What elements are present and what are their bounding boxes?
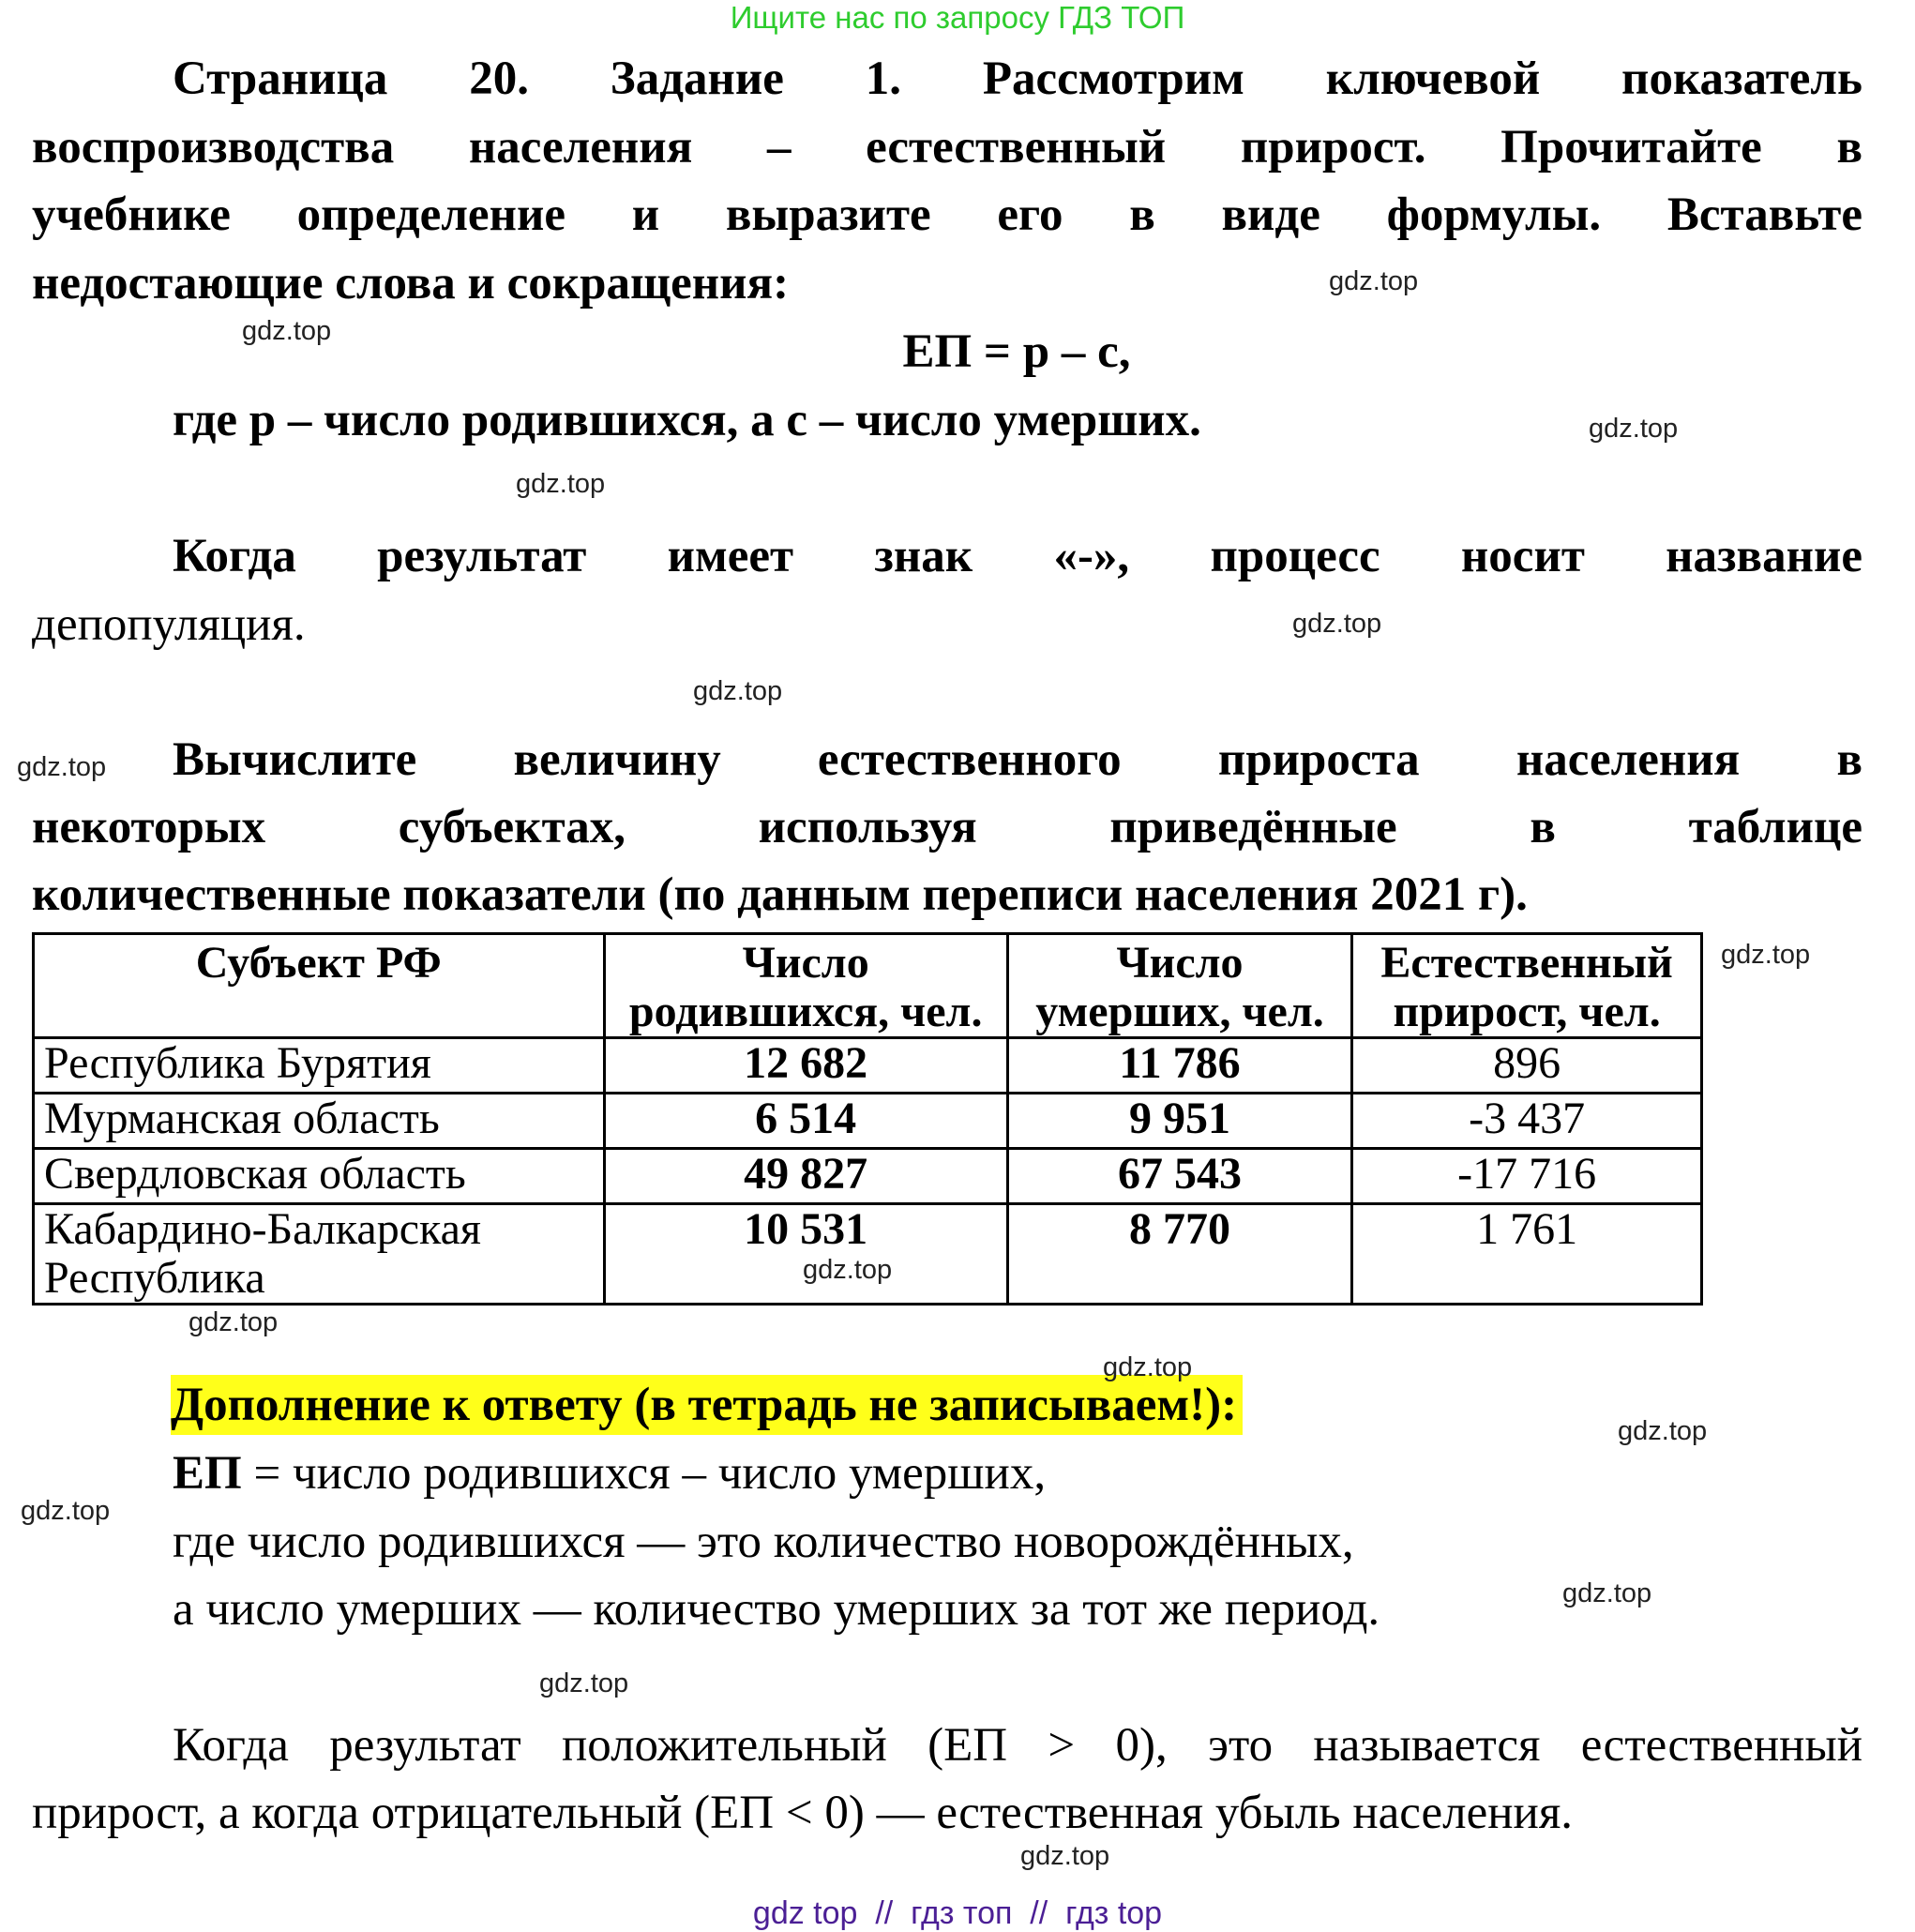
watermark: gdz.top [242, 316, 332, 346]
calc-line-2: некоторых субъектах, используя приведённые в таблице [32, 801, 1862, 853]
watermark: gdz.top [17, 752, 107, 782]
watermark: gdz.top [539, 1668, 629, 1698]
watermark: gdz.top [1618, 1416, 1708, 1446]
calc-line-3: количественные показатели (по данным переписи населения 2021 г). [32, 868, 1528, 921]
watermark: gdz.top [1329, 266, 1419, 296]
formula-rest: = число родившихся – число умерших, [241, 1447, 1047, 1500]
cell-increase: -3 437 [1352, 1094, 1702, 1149]
addendum-line-2: где число родившихся — это количество новорождённых, [173, 1516, 1354, 1568]
cell-subject: Республика Бурятия [34, 1038, 605, 1094]
calc-line-1: Вычислите величину естественного прироста населения в [173, 733, 1862, 786]
cell-subject: Кабардино-Балкарская Республика [34, 1204, 605, 1305]
cell-births: 49 827 [604, 1149, 1007, 1204]
cell-births: 6 514 [604, 1094, 1007, 1149]
task-line-2: воспроизводства населения – естественный прирост. Прочитайте в [32, 121, 1862, 174]
watermark: gdz.top [516, 469, 606, 499]
addendum-para-line-1: Когда результат положительный (ЕП > 0), это называется естественный [173, 1719, 1862, 1772]
addendum-formula [173, 1440, 1862, 1507]
cell-increase: 1 761 [1352, 1204, 1702, 1305]
task-line-4: недостающие слова и сокращения: [32, 257, 790, 309]
population-table [32, 932, 1703, 1306]
cell-deaths: 9 951 [1007, 1094, 1351, 1149]
addendum-heading: Дополнение к ответу (в тетрадь не записываем!): [171, 1375, 1243, 1435]
negative-result-line: Когда результат имеет знак «-», процесс носит название [173, 530, 1862, 582]
header-subject: Субъект РФ [34, 934, 605, 1038]
cell-subject: Мурманская область [34, 1094, 605, 1149]
watermark: gdz.top [188, 1307, 279, 1337]
watermark: gdz.top [803, 1255, 893, 1285]
watermark: gdz.top [1721, 940, 1811, 970]
task-line-3: учебнике определение и выразите его в виде формулы. Вставьте [32, 189, 1862, 241]
formula: ЕП = р – с, [902, 325, 1131, 378]
addendum-line-3: а число умерших — количество умерших за тот же период. [173, 1583, 1380, 1636]
cell-births: 12 682 [604, 1038, 1007, 1094]
watermark: gdz.top [1103, 1352, 1193, 1382]
table-row [34, 1038, 1702, 1094]
watermark: gdz.top [1562, 1578, 1652, 1608]
addendum-para-line-2: прирост, а когда отрицательный (ЕП < 0) — естественная убыль населения. [32, 1787, 1574, 1839]
watermark: gdz.top [693, 676, 783, 706]
cell-births: 10 531 [604, 1204, 1007, 1305]
footer-links[interactable]: gdz top // гдз топ // гдз top [752, 1895, 1163, 1931]
watermark: gdz.top [1292, 609, 1382, 639]
table-row [34, 1149, 1702, 1204]
cell-deaths: 67 543 [1007, 1149, 1351, 1204]
table-header-row [34, 934, 1702, 1038]
cell-deaths: 8 770 [1007, 1204, 1351, 1305]
top-banner[interactable]: Ищите нас по запросу ГДЗ ТОП [730, 0, 1185, 35]
cell-deaths: 11 786 [1007, 1038, 1351, 1094]
header-natural-increase: Естественный прирост, чел. [1352, 934, 1702, 1038]
cell-increase: -17 716 [1352, 1149, 1702, 1204]
table-row [34, 1094, 1702, 1149]
formula-explanation: где р – число родившихся, а с – число умерших. [173, 394, 1201, 446]
formula-ep: ЕП [173, 1447, 242, 1500]
watermark: gdz.top [1020, 1841, 1110, 1871]
watermark: gdz.top [21, 1496, 111, 1526]
cell-increase: 896 [1352, 1038, 1702, 1094]
header-deaths: Число умерших, чел. [1007, 934, 1351, 1038]
watermark: gdz.top [1589, 414, 1679, 444]
cell-subject: Свердловская область [34, 1149, 605, 1204]
negative-result-answer: депопуляция. [32, 598, 306, 651]
header-births: Число родившихся, чел. [604, 934, 1007, 1038]
task-line-1: Страница 20. Задание 1. Рассмотрим ключевой показатель [173, 53, 1862, 105]
